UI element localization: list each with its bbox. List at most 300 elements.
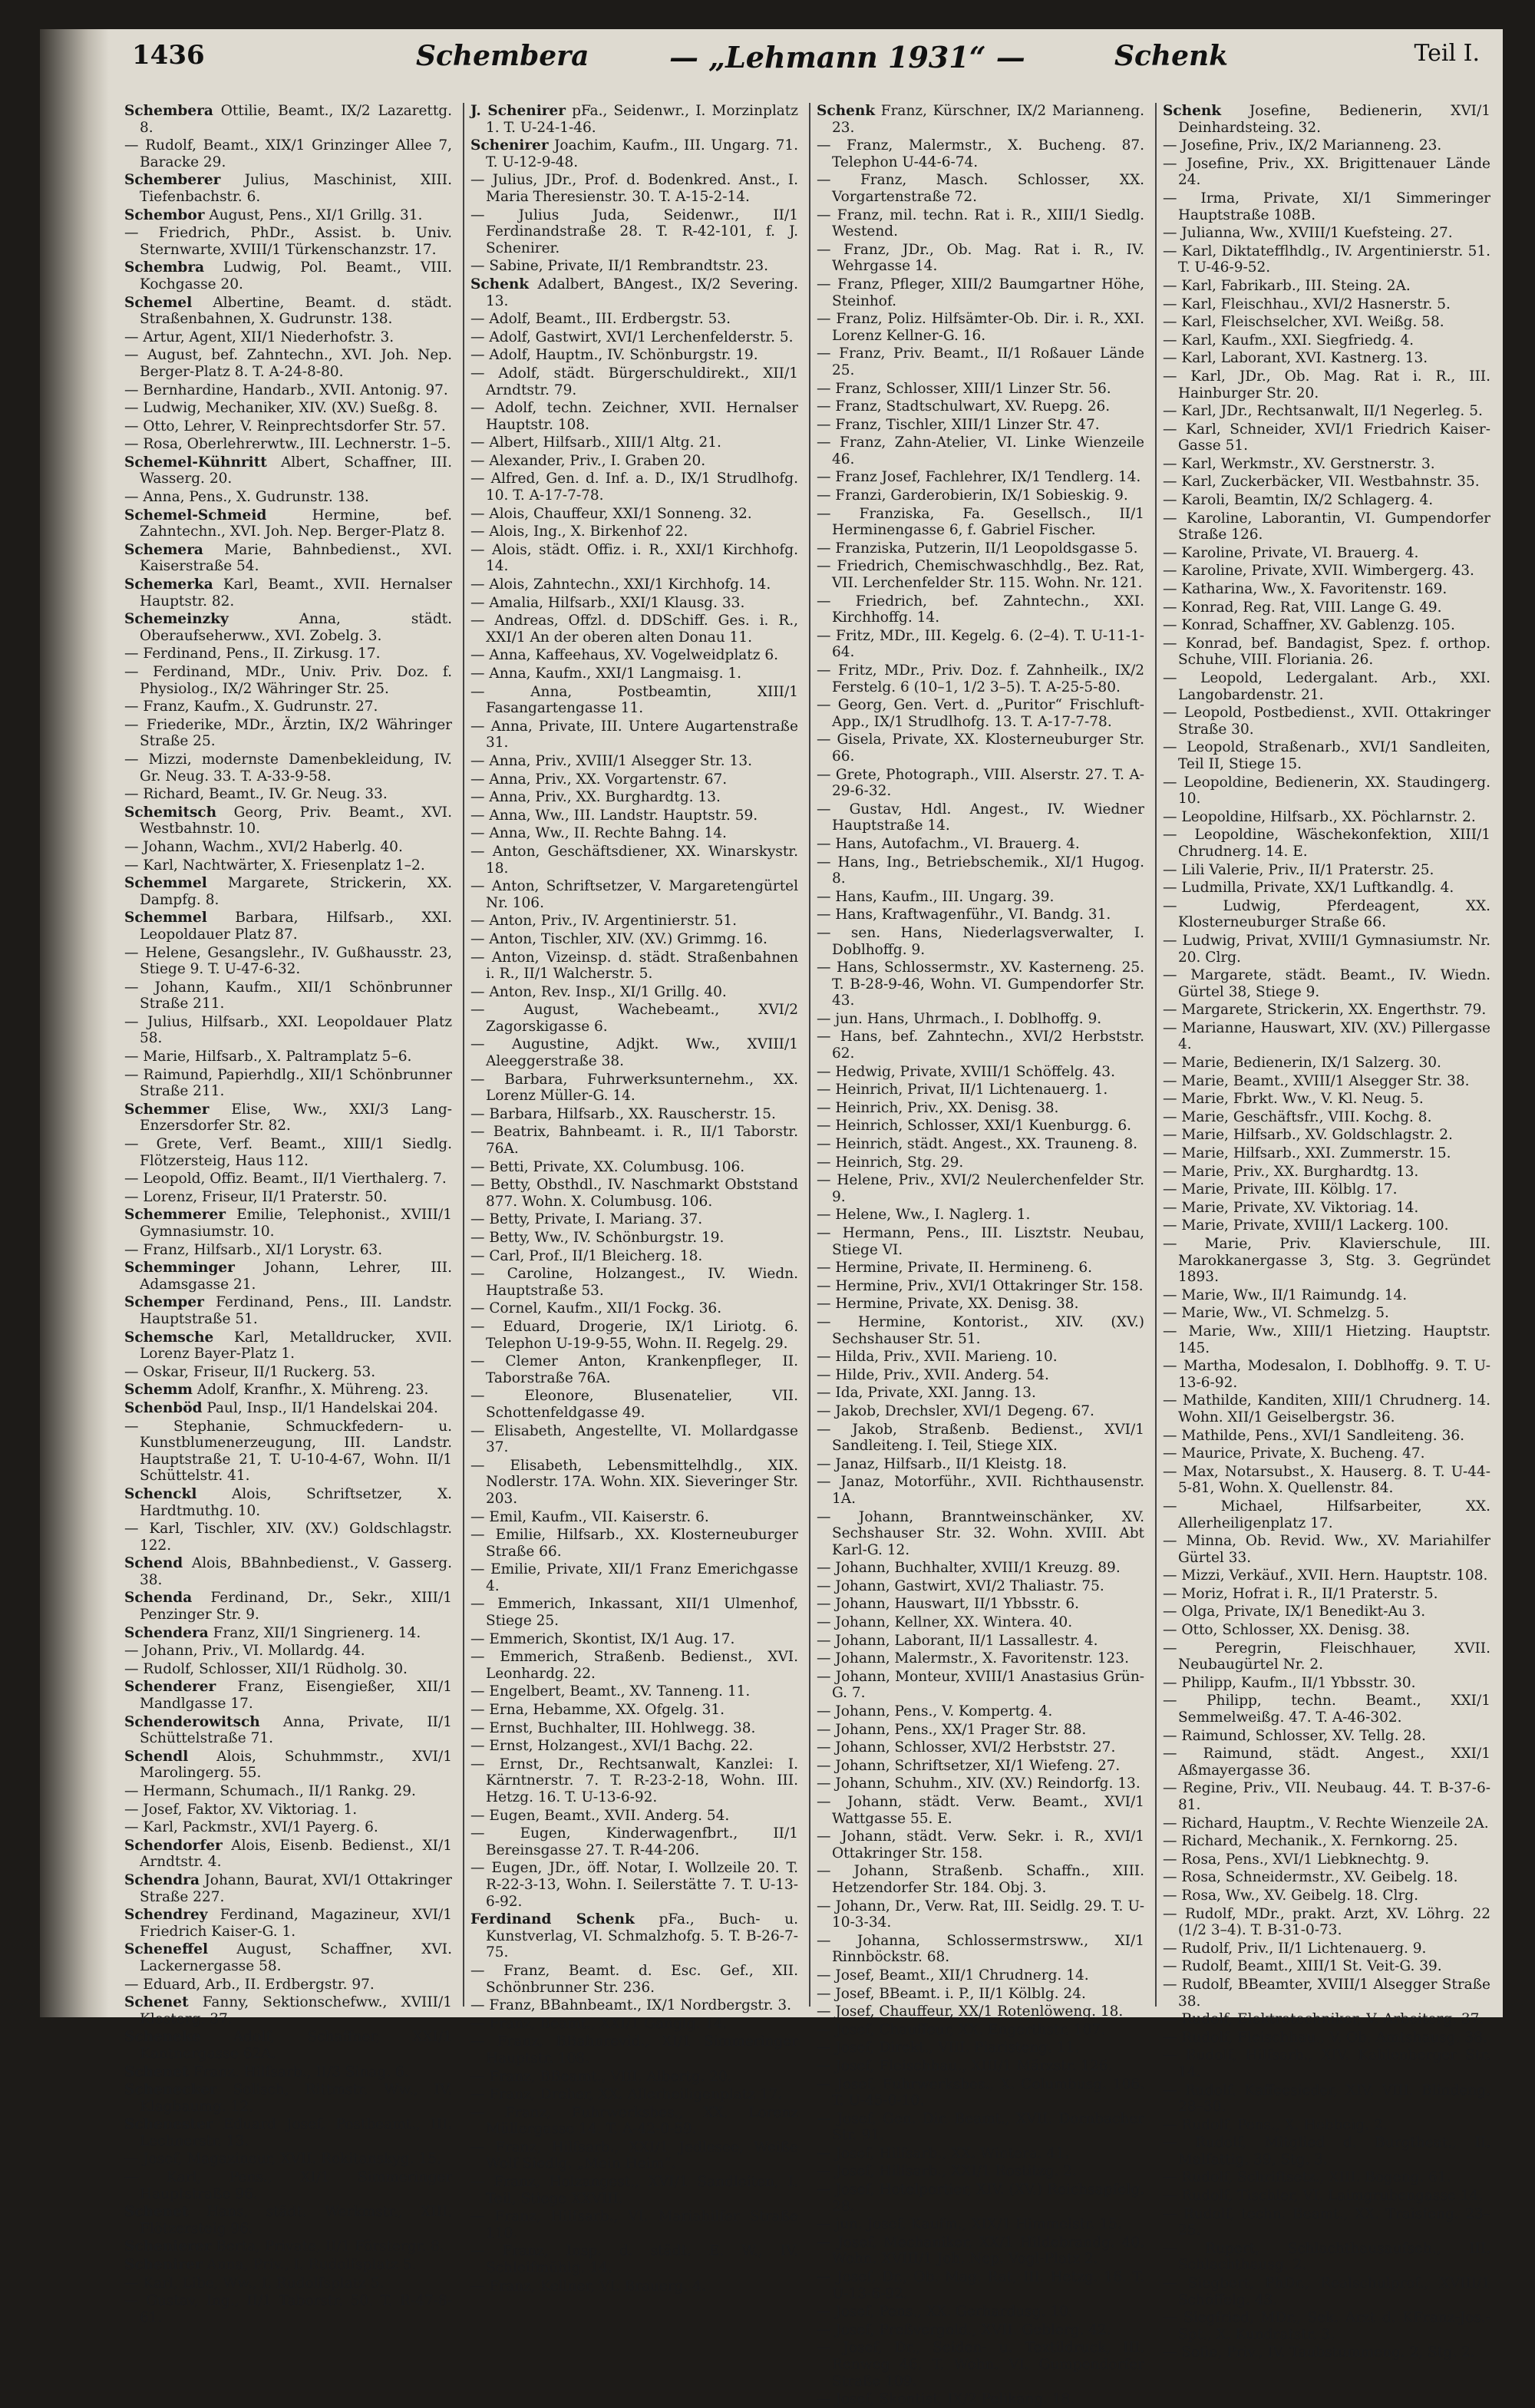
directory-entry [470,329,798,346]
directory-entry [1163,581,1490,598]
entry-surname: Schemm [124,1382,193,1399]
directory-entry [1163,1888,1490,1904]
directory-entry [124,542,452,575]
directory-entry [470,2278,798,2295]
directory-entry [470,1702,798,1719]
directory-entry [470,950,798,983]
entry-details: — Cornel, Kaufm., XII/1 Fockg. 36. [470,1300,722,1317]
directory-entry [1163,510,1490,543]
entry-details: — Helene, Gesangslehr., IV. Gußhausstr. 23, Stiege 9. T. U-47-6-32. [124,944,452,978]
entry-surname: Schembor [124,206,205,223]
directory-entry [124,2151,452,2168]
directory-entry [124,2293,452,2326]
entry-details: — Anton, Tischler, XIV. (XV.) Grimmg. 16. [470,930,768,947]
entry-surname: Schemminger [124,1260,235,1277]
directory-entry [470,2174,798,2207]
directory-entry [124,507,452,540]
entry-details: — Marie, Bedienerin, IX/1 Salzerg. 30. [1163,1055,1441,1072]
directory-entry [124,2275,452,2292]
directory-entry [470,825,798,842]
entry-details: — Eduard, Drogerie, IX/1 Liriotg. 6. Telephon U-19-9-55, Wohn. II. Regelg. 29. [470,1318,798,1352]
directory-entry [124,1242,452,1259]
directory-entry [1163,880,1490,897]
entry-details: — Anton, Vizeinsp. d. städt. Straßenbahnen i. R., II/1 Walcherstr. 5. [470,949,798,983]
entry-details: Adalbert, BAngest., IX/2 Severing. 13. [486,276,798,309]
directory-entry [124,1994,452,2027]
directory-entry [124,1207,452,1240]
entry-details: — Karl, Zuckerbäcker, VII. Westbahnstr. 35. [1163,474,1480,491]
directory-entry [470,1596,798,1629]
directory-entry [470,103,798,136]
directory-entry [124,910,452,943]
directory-entry [1163,2169,1490,2186]
entry-details: — Karoline, Private, XVII. Wimbergerg. 43. [1163,563,1474,580]
directory-entry [124,1783,452,1800]
entry-details: — Rosa, Schneidermstr., XV. Geibelg. 18. [1163,1869,1458,1886]
directory-entry [1163,296,1490,313]
entry-details: — Johann, städt. Verw. Sekr. i. R., XVI/1 Ottakringer Str. 158. [817,1828,1144,1861]
entry-details: — Adolf, städt. Bürgerschuldirekt., XII/1 Arndtstr. 79. [470,365,798,398]
directory-entry [470,2208,798,2241]
entry-details: — Rudolf, Mitglied d. Burgtheat., II. Malfattig. 39, Stg. 3. [1163,2135,1490,2168]
directory-entry [1163,2344,1490,2361]
entry-details: — Lorenz, Friseur, II/1 Praterstr. 50. [124,1188,388,1205]
entry-details: — Josef, BBeamt. i. P., II/1 Kölblg. 24. [817,1985,1086,2002]
directory-entry [817,1207,1144,1224]
entry-details: — Karl, Pens., XI/1 Simmeringer Hauptstraße 96. [124,2169,452,2202]
entry-surname: Schemera [124,541,203,558]
directory-entry [124,1260,452,1293]
directory-entry [1163,2030,1490,2046]
directory-entry [1163,1533,1490,1566]
entry-details: — Ernst, Dr., Rechtsanwalt, Kanzlei: I. Kärntnerstr. 7. T. R-23-2-18, Wohn. III. Hetzg. 16. T. U-13-6-92. [470,1756,798,1805]
entry-details: — Konrad, bef. Bandagist, Spez. f. orthop. Schuhe, VIII. Floriania. 26. [1163,635,1490,669]
entry-details: — Hans, Autofachm., VI. Brauerg. 4. [817,835,1080,852]
entry-details: — Ferdinand, Pens., II. Zirkusg. 17. [124,646,381,662]
entry-details: — jun. Josef, Kaufm., XIX/1 Himmelstr. 15. [817,2216,1122,2233]
entry-details: — Franz, Beamt., XXI/1 Ganglg. 14. [470,2015,728,2032]
entry-details: — Josef, Beamt., XII/1 Chrudnerg. 14. [817,1967,1089,1984]
entry-details: — Anna, Pens., X. Gudrunstr. 138. [124,489,369,506]
entry-details: — Johann, Straßenb. Schaffn., XIII. Hetzendorfer Str. 184. Obj. 3. [817,1863,1144,1896]
entry-details: — Richard, Mechanik., X. Fernkorng. 25. [1163,1833,1458,1850]
directory-entry [470,1177,798,1210]
directory-entry [1163,600,1490,616]
entry-surname: Schenet [124,1994,189,2011]
entry-details: — Karl, Fleischselcher, XVI. Weißg. 58. [1163,314,1444,331]
entry-details: — Heinrich, Stg. 29. [817,1154,964,1171]
entry-details: — Josef, Chauffeur, XX. Engerthstr. 107. [817,2021,1106,2038]
entry-surname: Schenk [817,103,876,119]
entry-details: — Rudolf, BBeamter, XVIII/1 Alsegger Straße 38. [1163,1976,1490,2010]
entry-details: — Albert, Hilfsarb., XIII/1 Altg. 21. [470,434,721,451]
directory-entry [1163,1091,1490,1108]
entry-details: — Jakob, Drechsler, XVI/1 Degeng. 67. [817,1402,1094,1419]
entry-details: Joachim, Kaufm., III. Ungarg. 71. T. U-12-9-48. [486,137,798,170]
entry-surname: Schemel-Kühnritt [124,454,267,471]
directory-entry [817,1614,1144,1631]
directory-entry [817,1758,1144,1775]
directory-entry [817,1172,1144,1205]
entry-details: — Adolf, Beamt., III. Erdbergstr. 53. [470,311,731,328]
entry-details: Alois, Eisenb. Bedienst., XI/1 Arndtstr. 4. [140,1837,452,1871]
entry-details: — Adolf, Gastwirt, XVI/1 Lerchenfelderstr. 5. [470,329,794,345]
entry-details: — Leopold, Ledergalant. Arb., XXI. Langobardenstr. 21. [1163,670,1490,703]
entry-details: — Johann, Monteur, XVIII/1 Anastasius Grün-G. 7. [817,1668,1144,1702]
directory-entry [1163,967,1490,1000]
directory-entry [1163,1200,1490,1217]
directory-entry [1163,2011,1490,2028]
entry-details: Adolf, Schaffner, XXI/1 Kantnergasse 62A. [140,2029,452,2062]
entry-details: — Marie, Fbrkt. Ww., V. Kl. Neug. 5. [1163,1091,1424,1108]
directory-entry [817,1296,1144,1313]
directory-entry [470,595,798,612]
entry-surname: Scheneke [124,2029,201,2046]
directory-entry [817,628,1144,661]
directory-entry [1163,350,1490,367]
entry-details: — Josef, Hilfsarb., XXI/1 Rostitzg. 2. [817,2163,1077,2180]
directory-entry [1163,1305,1490,1322]
entry-surname: Schenierer [124,2238,212,2255]
entry-details: — Leopoldine, Wäschekonfektion, XIII/1 Chrudnerg. 14. E. [1163,827,1490,860]
entry-details: — Karoline, Laborantin, VI. Gumpendorfer Straße 126. [1163,510,1490,543]
entry-details: Julius, Maschinist, XIII. Tiefenbachstr. 6. [140,172,452,205]
directory-entry [470,1720,798,1737]
entry-surname: Schendra [124,1871,200,1888]
directory-entry [470,1997,798,2014]
directory-entry [1163,1958,1490,1975]
directory-entry [470,524,798,540]
entry-surname: Schemmerer [124,1207,226,1224]
directory-entry [1163,474,1490,491]
directory-entry [470,2033,798,2066]
entry-details: — Franz, Hilfsarb., XXI/1 Jedlesee, Weiße Wolf Siedlg. „Mein Heim“. [470,2139,798,2172]
directory-entry [124,1486,452,1519]
entry-details: — Siegbert, PhDr., Realschulprof., XVIII/1 Schöffelg. 43. [1163,2275,1490,2308]
entry-details: Karl, Metalldrucker, XVII. Lorenz Bayer-Platz 1. [140,1329,452,1363]
entry-details: Fanny, Sektionschefww., XVIII/1 Klosterg. 37. [140,1994,452,2027]
entry-details: — Franz, Priv. Beamt., II/1 Roßauer Lände 25. [817,345,1144,378]
entry-details: Franz, Hilfsarb., II/3 Sinag. 6. [193,2063,409,2080]
directory-entry [124,2257,452,2274]
directory-entry [470,1036,798,1069]
entry-details: — Janaz, Motorführ., XVII. Richthausenstr. 1A. [817,1474,1144,1507]
directory-entry [470,931,798,948]
directory-entry [817,1650,1144,1667]
directory-entry [1163,1693,1490,1726]
directory-entry [1163,2135,1490,2168]
entry-details: — Julius, JDr., Prof. d. Bodenkred. Anst., I. Maria Theresienstr. 30. T. A-15-2-14. [470,172,798,205]
entry-details: — Hermine, Kontorist., XIV. (XV.) Sechshauser Str. 51. [817,1313,1144,1347]
entry-details: — Eugen, Kinderwagenfbrt., II/1 Bereinsgasse 27. T. R-44-206. [470,1825,798,1858]
entry-details: — Siegfried, MDr., Sek. Arzt d. KFranz-Jos.-Spt., X. Kundratstr. 3. [1163,2310,1490,2343]
entry-details: Franz, Eisengießer, XII/1 Mandlgasse 17. [140,1679,452,1713]
entry-details: — Elisabeth, Lebensmittelhdlg., XIX. Nodlerstr. 17A. Wohn. XIX. Sieveringer Str. 203. [470,1457,798,1507]
directory-entry [470,1353,798,1386]
entry-details: — Johann, Schlosser, XVI/2 Herbststr. 27. [817,1739,1116,1756]
entry-details: — Karl, Kaufm., XXI. Siegfriedg. 4. [1163,332,1414,348]
entry-details: — Johann, Pens., V. Kompertg. 4. [817,1703,1053,1720]
directory-page [40,29,1503,2408]
directory-entry [1163,1851,1490,1868]
entry-details: — Ludwig, Mechaniker, XIV. (XV.) Sueßg. 8. [124,400,438,417]
directory-entry [817,1029,1144,1062]
entry-details: — Ernst, Buchhalter, III. Hohlwegg. 38. [470,1719,756,1736]
page-edge-shadow [40,29,109,2017]
entry-details: — Emilie, Hilfsarb., XX. Klosterneuburger Straße 66. [470,1527,798,1560]
directory-entry [817,1136,1144,1153]
directory-entry [817,469,1144,486]
entry-surname: Schemmel [124,875,207,892]
entry-details: — Rudolf, Priv., II/1 Lichtenauerg. 9. [1163,1940,1427,1957]
entry-details: — Otto, Lehrer, V. Reinprechtsdorfer Str. 57. [124,418,446,434]
directory-entry [817,1349,1144,1366]
entry-details: — Emmerich, Inkassant, XII/1 Ulmenhof, Stiege 25. [470,1596,798,1630]
directory-entry [1163,225,1490,242]
entry-details: Marie, Bahnbedienst., XVI. Kaiserstraße 54. [140,541,452,575]
entry-details: — Adolf, techn. Zeichner, XVII. Hernalser Hauptstr. 108. [470,400,798,433]
entry-details: Elise, Ww., XXI/3 Lang-Enzersdorfer Str. 82. [140,1101,452,1135]
entry-details: — Franz, Hilfsarb., VI. Mariahilfer Straße 110. [470,2208,798,2241]
entry-details: — Marie, Priv. Klavierschule, III. Marokkanergasse 3, Stg. 3. Gegründet 1893. [1163,1236,1490,1286]
entry-surname: Schenböd [124,1399,203,1416]
directory-entry [817,1064,1144,1081]
directory-entry [124,751,452,784]
directory-entry [470,1911,798,1961]
directory-entry [817,2304,1144,2320]
entry-details: — Josef, Mechaniker, XX/1 Hildebrandg. 40. Wohn. XVIII/1 Joh. Nep. Vogl-Platz 2. [817,2234,1144,2268]
entry-details: — Emil, Kaufm., VII. Kaiserstr. 6. [470,1508,709,1525]
directory-entry [470,1106,798,1123]
entry-surname: Schenderowitsch [124,1713,260,1730]
entry-details: — Karoli, Beamtin, IX/2 Schlagerg. 4. [1163,492,1434,509]
directory-entry [1163,670,1490,703]
entry-details: — Olga, Private, IX/1 Benedikt-Au 3. [1163,1604,1426,1620]
entry-details: — Engelbert, Beamt., XV. Tanneng. 11. [470,1683,751,1700]
entry-details: — Fritz, MDr., III. Kegelg. 6. (2–4). T. U-11-1-64. [817,627,1144,661]
directory-entry [124,979,452,1012]
directory-entry [124,1749,452,1782]
directory-entry [124,1189,452,1206]
directory-entry [1163,492,1490,509]
directory-entry [1163,1640,1490,1673]
entry-details: — Raimund, städt. Angest., XXI/1 Aßmayergasse 36. [1163,1746,1490,1779]
directory-entry [470,1509,798,1526]
entry-details: — Johann, Branntweinschänker, XV. Sechshauser Str. 32. Wohn. XVIII. Abt Karl-G. 12. [817,1508,1144,1558]
directory-entry [470,2069,798,2086]
directory-entry [124,1679,452,1712]
directory-entry [817,1596,1144,1613]
entry-details: — Grete, Verf. Beamt., XIII/1 Siedlg. Flötzersteig, Haus 112. [124,1136,452,1169]
entry-details: — Hermine, Private, II. Hermineng. 6. [817,1260,1093,1277]
directory-entry [817,593,1144,626]
directory-entry [817,276,1144,309]
entry-details: — Johann, Priv., VI. Mollardg. 44. [124,1643,365,1660]
entry-details: — Hans, bef. Zahntechn., XVI/2 Herbststr. 62. [817,1029,1144,1062]
entry-details: — Karl, JDr., Rechtsanwalt, II/1 Negerleg. 5. [1163,403,1483,420]
entry-details: — Alois, Chauffeur, XXI/1 Sonneng. 32. [470,505,752,522]
entry-details: Alois, Schriftsetzer, X. Hardtmuthg. 10. [140,1485,452,1519]
directory-entry [124,329,452,346]
directory-entry [1163,1815,1490,1832]
directory-columns [124,103,1490,2408]
directory-entry [470,1458,798,1508]
directory-entry [1163,2241,1490,2274]
entry-details: — Gisela, Private, XX. Klosterneuburger Str. 66. [817,732,1144,765]
directory-entry [124,1838,452,1871]
directory-entry [470,647,798,664]
directory-entry [1163,1127,1490,1144]
directory-entry [470,1561,798,1594]
directory-entry [470,1002,798,1035]
directory-entry [817,487,1144,504]
entry-details: — Franz, Tischler, XIII/1 Linzer Str. 47. [817,416,1100,433]
entry-details: — Anna, Priv., XX. Burghardtg. 13. [470,789,721,806]
directory-entry [124,1102,452,1135]
entry-details: — Minna, Ob. Revid. Ww., XV. Mariahilfer Gürtel 33. [1163,1533,1490,1566]
directory-entry [1163,1445,1490,1462]
directory-entry [817,417,1144,434]
entry-details: — Anton, Rev. Insp., XI/1 Grillg. 40. [470,983,727,1000]
entry-details: — Ludmilla, Private, XX/1 Luftkandlg. 4. [1163,880,1454,897]
directory-entry [817,662,1144,695]
directory-entry [470,666,798,682]
entry-details: — Franz, Pfleger, XIII/2 Baumgartner Höhe, Steinhof. [817,276,1144,309]
entry-details: — Johann, Schuhm., XIV. (XV.) Reindorfg. 13. [817,1775,1141,1792]
entry-details: — Georg, Gen. Vert. d. „Puritor“ Frischluft-App., IX/1 Strudlhofg. 13. T. A-17-7-78. [817,697,1144,730]
entry-details: — Franz, Fuhrwerksbes., XX. Lorenz Müllergasse 14. T. A-42-0-59. [470,2104,798,2138]
directory-entry [1163,705,1490,738]
directory-entry [470,1808,798,1825]
entry-surname: Schenk [1163,103,1222,119]
entry-details: — Philipp, Kaufm., II/1 Ybbsstr. 30. [1163,1674,1416,1691]
directory-entry [124,1171,452,1187]
directory-entry [470,1860,798,1910]
directory-entry [470,878,798,911]
entry-details: — Hilda, Priv., XVII. Marieng. 10. [817,1349,1058,1366]
directory-entry [124,103,452,136]
directory-entry [1163,1145,1490,1162]
directory-entry [1163,103,1490,136]
directory-entry [124,804,452,837]
directory-entry [124,699,452,715]
directory-entry [817,2076,1144,2109]
entry-details: — Johann, Dr., Verw. Rat, III. Seidlg. 29. T. U-10-3-34. [817,1898,1144,1931]
directory-entry [817,697,1144,730]
directory-entry [124,1590,452,1623]
entry-details: — Richard, Hauptm., V. Rechte Wienzeile 2A. [1163,1815,1489,1832]
directory-entry [1163,2117,1490,2134]
entry-details: — Josef, Dr., Seiden- u. Textildruck, III. Renweg 46. T. Wohn. VI. Gumpendorfer Straße 109. [817,2340,1144,2390]
directory-entry [124,137,452,170]
entry-details: — Ernst, Holzangest., XVI/1 Bachg. 22. [470,1738,754,1755]
left-running-heading: Schembera [416,40,589,72]
directory-entry [817,1669,1144,1702]
entry-details: — Anton, Geschäftsdiener, XX. Winarskystr. 18. [470,843,798,877]
entry-details: Anna, städt. Oberaufseherww., XVI. Zobelg. 3. [140,611,452,644]
entry-details: — Caroline, Holzangest., IV. Wiedn. Hauptstraße 53. [470,1266,798,1299]
entry-details: — Eugen, JDr., öff. Notar, I. Wollzeile 20. T. R-22-3-13, Wohn. I. Seilerstätte 7. T. U-13-6-92. [470,1860,798,1910]
entry-surname: Schembra [124,259,205,276]
entry-details: — Barbara, Fuhrwerksunternehm., XX. Lorenz Müller-G. 14. [470,1071,798,1105]
directory-entry [470,1072,798,1105]
entry-details: — Fritz, MDr., Priv. Doz. f. Zahnheilk., IX/2 Ferstelg. 6 (10–1, 1/2 3–5). T. A-25-5-80. [817,662,1144,695]
entry-details: — Leopold, Straßenarb., XVI/1 Sandleiten, Teil II, Stiege 15. [1163,739,1490,772]
entry-details: — Helene, Priv., XVI/2 Neulerchenfelder Str. 9. [817,1172,1144,1205]
entry-details: Alois, Schuhmmstr., XVI/1 Marolingerg. 55. [140,1748,452,1782]
book-title: — „Lehmann 1931“ — [669,40,1025,74]
directory-entry [470,718,798,751]
entry-details: — Mizzi, Verkäuf., XVII. Hern. Hauptstr. 108. [1163,1567,1488,1584]
entry-surname: Schenecker [124,2082,217,2099]
entry-details: — Franz, Dreher, XX. Allerheiligenplatz 17. [470,2086,783,2103]
directory-entry [470,2105,798,2138]
entry-details: — Rupert, Schlachthausaufseh., III. Schlachthausg. 2. [1163,2240,1490,2274]
directory-entry [124,1294,452,1327]
entry-details: — Marie, Private, III. Kölblg. 17. [1163,1181,1398,1198]
directory-entry [470,453,798,470]
entry-details: — Johann, Laborant, II/1 Lassallestr. 4. [817,1632,1098,1649]
entry-details: — Lili Valerie, Priv., II/1 Praterstr. 25. [1163,861,1434,878]
directory-entry [124,225,452,258]
entry-details: — Marie, Beamt., XVIII/1 Alsegger Str. 38. [1163,1072,1470,1089]
directory-entry [124,1714,452,1747]
entry-details: Johann, Lehrer, III. Adamsgasse 21. [140,1260,452,1293]
directory-entry [817,2391,1144,2408]
directory-entry [124,1941,452,1974]
entry-details: — Leopoldine, Hilfsarb., XX. Pöchlarnstr. 2. [1163,808,1476,825]
directory-entry [470,1963,798,1996]
entry-details: — Konrad, Schaffner, XV. Gablenzg. 105. [1163,617,1455,634]
directory-entry [817,1474,1144,1507]
directory-entry [817,836,1144,853]
directory-entry [470,2139,798,2172]
directory-entry [817,732,1144,765]
entry-details: — Rosa, Ww., XV. Geibelg. 18. Clrg. [1163,1887,1418,1904]
directory-entry [1163,1164,1490,1181]
entry-details: — Josef, Direkt., VIII. Piaristeng. 11. [817,2040,1080,2056]
entry-details: — Franz, JDr., Ob. Mag. Rat i. R., IV. Wehrgasse 14. [817,241,1144,275]
entry-details: Karl, Beamt., XVII. Hernalser Hauptstr. 82. [140,576,452,609]
directory-entry [470,1266,798,1299]
entry-details: — Josefine, Priv., IX/2 Marianneng. 23. [1163,137,1442,154]
directory-entry [470,1631,798,1648]
part-label: Teil I. [1414,40,1480,67]
column-4 [1155,103,1490,2361]
directory-entry [817,2111,1144,2144]
directory-entry [470,2086,798,2103]
directory-entry [470,1230,798,1247]
entry-details: — Rudolf, Pens., X. Hebbeig. 2. [1163,2116,1388,2133]
entry-surname: Schenirer [470,137,549,154]
directory-entry [124,295,452,328]
right-running-heading: Schenk [1114,40,1229,72]
entry-details: Margarete, Strickerin, XX. Dampfg. 8. [140,875,453,908]
directory-entry [1163,1941,1490,1957]
entry-surname: Schenet [124,2063,189,2080]
entry-details: — Katharina, Ww., X. Favoritenstr. 169. [1163,581,1448,598]
entry-details: — Clemer Anton, Krankenpfleger, II. Taborstraße 76A. [470,1353,798,1386]
entry-details: August, Pens., XI/1 Grillg. 31. [209,206,423,223]
entry-surname: Schemmel [124,910,207,927]
directory-entry [1163,403,1490,420]
entry-details: — Josef, Skontist, IX/2 Pelikang. 18. [817,2391,1075,2408]
directory-entry [817,172,1144,205]
entry-surname: Schemmer [124,1101,210,1118]
directory-entry [1163,809,1490,826]
entry-details: — Franz, Malermstr., X. Bucheng. 87. Telephon U-44-6-74. [817,137,1144,170]
directory-entry [124,1400,452,1417]
